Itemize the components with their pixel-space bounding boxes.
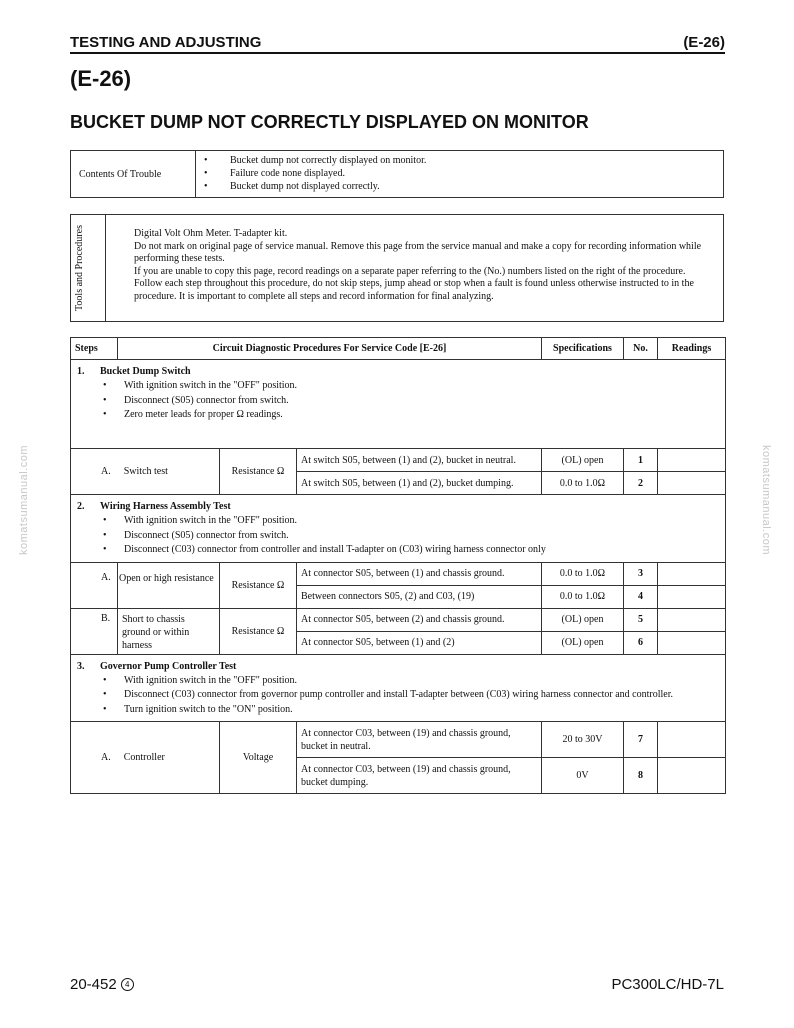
table-row — [71, 449, 726, 472]
test-description: At connector C03, between (19) and chassis ground, bucket dumping. — [297, 758, 542, 794]
page-title: BUCKET DUMP NOT CORRECTLY DISPLAYED ON MONITOR — [70, 112, 589, 132]
test-spec: 20 to 30V — [542, 722, 624, 758]
diagnostic-table — [70, 337, 726, 794]
watermark-right: komatsumanual.com — [760, 445, 772, 555]
test-step: A. — [101, 752, 111, 763]
reading-cell[interactable] — [658, 722, 726, 758]
section-bullet: • Turn ignition switch to the "ON" position. — [77, 703, 719, 718]
section-bullet: • Zero meter leads for proper Ω readings. — [77, 408, 719, 423]
test-name: Short to chassis ground or within harness — [118, 608, 220, 654]
section-number: 1. — [77, 366, 85, 377]
section-row — [71, 495, 726, 563]
section-bullet: • With ignition switch in the "OFF" position. — [77, 379, 719, 394]
header-section: TESTING AND ADJUSTING — [70, 34, 262, 51]
section-bullets — [77, 514, 719, 558]
page-code: (E-26) — [70, 66, 132, 91]
test-spec: 0.0 to 1.0Ω — [542, 472, 624, 495]
trouble-item: • Failure code none displayed. — [204, 167, 426, 180]
header-code: (E-26) — [683, 34, 725, 51]
test-measure: Resistance Ω — [220, 562, 297, 608]
col-header-no: No. — [624, 338, 658, 360]
tools-item: Do not mark on original page of service manual. Remove this page from the service manual and make a copy for recording information while performing these tests. — [134, 240, 702, 264]
tools-box — [70, 214, 724, 322]
tools-item: Follow each step throughout this procedure, do not skip steps, jump ahead or stop when a fault is found unless otherwise instructed to in the procedure. It is important to complete all steps and record information for final analyzing. — [134, 278, 694, 302]
trouble-box — [70, 150, 724, 198]
section-number: 3. — [77, 660, 85, 672]
section-row — [71, 654, 726, 722]
section-title: Governor Pump Controller Test — [100, 660, 237, 672]
test-name: Controller — [123, 752, 165, 763]
test-measure: Resistance Ω — [220, 608, 297, 654]
test-name: Open or high resistance — [118, 562, 220, 608]
section-bullets — [77, 674, 719, 718]
test-description: Between connectors S05, (2) and C03, (19) — [297, 585, 542, 608]
test-spec: 0.0 to 1.0Ω — [542, 562, 624, 585]
test-description: At connector C03, between (19) and chassis ground, bucket in neutral. — [297, 722, 542, 758]
test-number: 1 — [624, 449, 658, 472]
trouble-item: • Bucket dump not displayed correctly. — [204, 180, 426, 193]
test-number: 4 — [624, 585, 658, 608]
tools-item: Digital Volt Ohm Meter. T-adapter kit. — [134, 228, 288, 239]
test-number: 5 — [624, 608, 658, 631]
section-title: Wiring Harness Assembly Test — [100, 501, 231, 512]
col-header-steps: Steps — [71, 338, 118, 360]
test-description: At switch S05, between (1) and (2), bucket dumping. — [297, 472, 542, 495]
footer-model: PC300LC/HD-7L — [611, 976, 724, 993]
test-number: 6 — [624, 631, 658, 654]
section-number: 2. — [77, 501, 85, 512]
test-description: At connector S05, between (1) and chassis ground. — [297, 562, 542, 585]
reading-cell[interactable] — [658, 631, 726, 654]
reading-cell[interactable] — [658, 608, 726, 631]
test-description: At connector S05, between (2) and chassis ground. — [297, 608, 542, 631]
revision-badge: 4 — [121, 978, 134, 991]
col-header-procedures: Circuit Diagnostic Procedures For Service Code [E-26] — [118, 338, 542, 360]
test-measure: Resistance Ω — [220, 449, 297, 495]
test-description: At switch S05, between (1) and (2), bucket in neutral. — [297, 449, 542, 472]
test-measure: Voltage — [220, 722, 297, 794]
trouble-label: Contents Of Trouble — [71, 151, 196, 197]
test-spec: (OL) open — [542, 449, 624, 472]
watermark-left: komatsumanual.com — [18, 445, 30, 555]
section-bullet: • Disconnect (S05) connector from switch. — [77, 394, 719, 409]
test-description: At connector S05, between (1) and (2) — [297, 631, 542, 654]
reading-cell[interactable] — [658, 562, 726, 585]
test-spec: (OL) open — [542, 631, 624, 654]
section-title: Bucket Dump Switch — [100, 366, 191, 377]
col-header-readings: Readings — [658, 338, 726, 360]
test-number: 7 — [624, 722, 658, 758]
reading-cell[interactable] — [658, 758, 726, 794]
test-number: 8 — [624, 758, 658, 794]
col-header-spec: Specifications — [542, 338, 624, 360]
tools-label: Tools and Procedures — [74, 225, 85, 311]
test-spec: 0.0 to 1.0Ω — [542, 585, 624, 608]
reading-cell[interactable] — [658, 585, 726, 608]
section-bullet: • Disconnect (C03) connector from governor pump controller and install T-adapter between (C03) wiring harness connector and controller. — [77, 688, 719, 703]
test-step: A. — [101, 466, 111, 477]
section-bullet: • With ignition switch in the "OFF" position. — [77, 514, 719, 529]
test-spec: 0V — [542, 758, 624, 794]
tools-item: If you are unable to copy this page, record readings on a separate paper referring to the (No.) numbers listed on the right of the procedure. — [134, 265, 686, 277]
table-row — [71, 562, 726, 585]
test-step: B. — [101, 612, 111, 624]
test-name: Switch test — [123, 466, 168, 477]
tools-list — [113, 228, 719, 303]
section-bullets — [77, 379, 719, 423]
reading-cell[interactable] — [658, 472, 726, 495]
test-step: A. — [101, 571, 111, 583]
tools-label-cell — [71, 215, 106, 321]
table-row — [71, 608, 726, 631]
page-header — [70, 34, 725, 54]
section-row — [71, 360, 726, 449]
footer-page — [70, 976, 134, 993]
reading-cell[interactable] — [658, 449, 726, 472]
table-row — [71, 722, 726, 758]
trouble-list — [204, 154, 426, 193]
section-bullet: • Disconnect (S05) connector from switch. — [77, 529, 719, 544]
test-number: 3 — [624, 562, 658, 585]
test-spec: (OL) open — [542, 608, 624, 631]
table-header-row — [71, 338, 726, 360]
section-bullet: • Disconnect (C03) connector from controller and install T-adapter on (C03) wiring harness connector only — [77, 543, 719, 558]
section-bullet: • With ignition switch in the "OFF" position. — [77, 674, 719, 689]
test-number: 2 — [624, 472, 658, 495]
trouble-item: • Bucket dump not correctly displayed on monitor. — [204, 154, 426, 167]
page-number: 20-452 — [70, 976, 117, 993]
